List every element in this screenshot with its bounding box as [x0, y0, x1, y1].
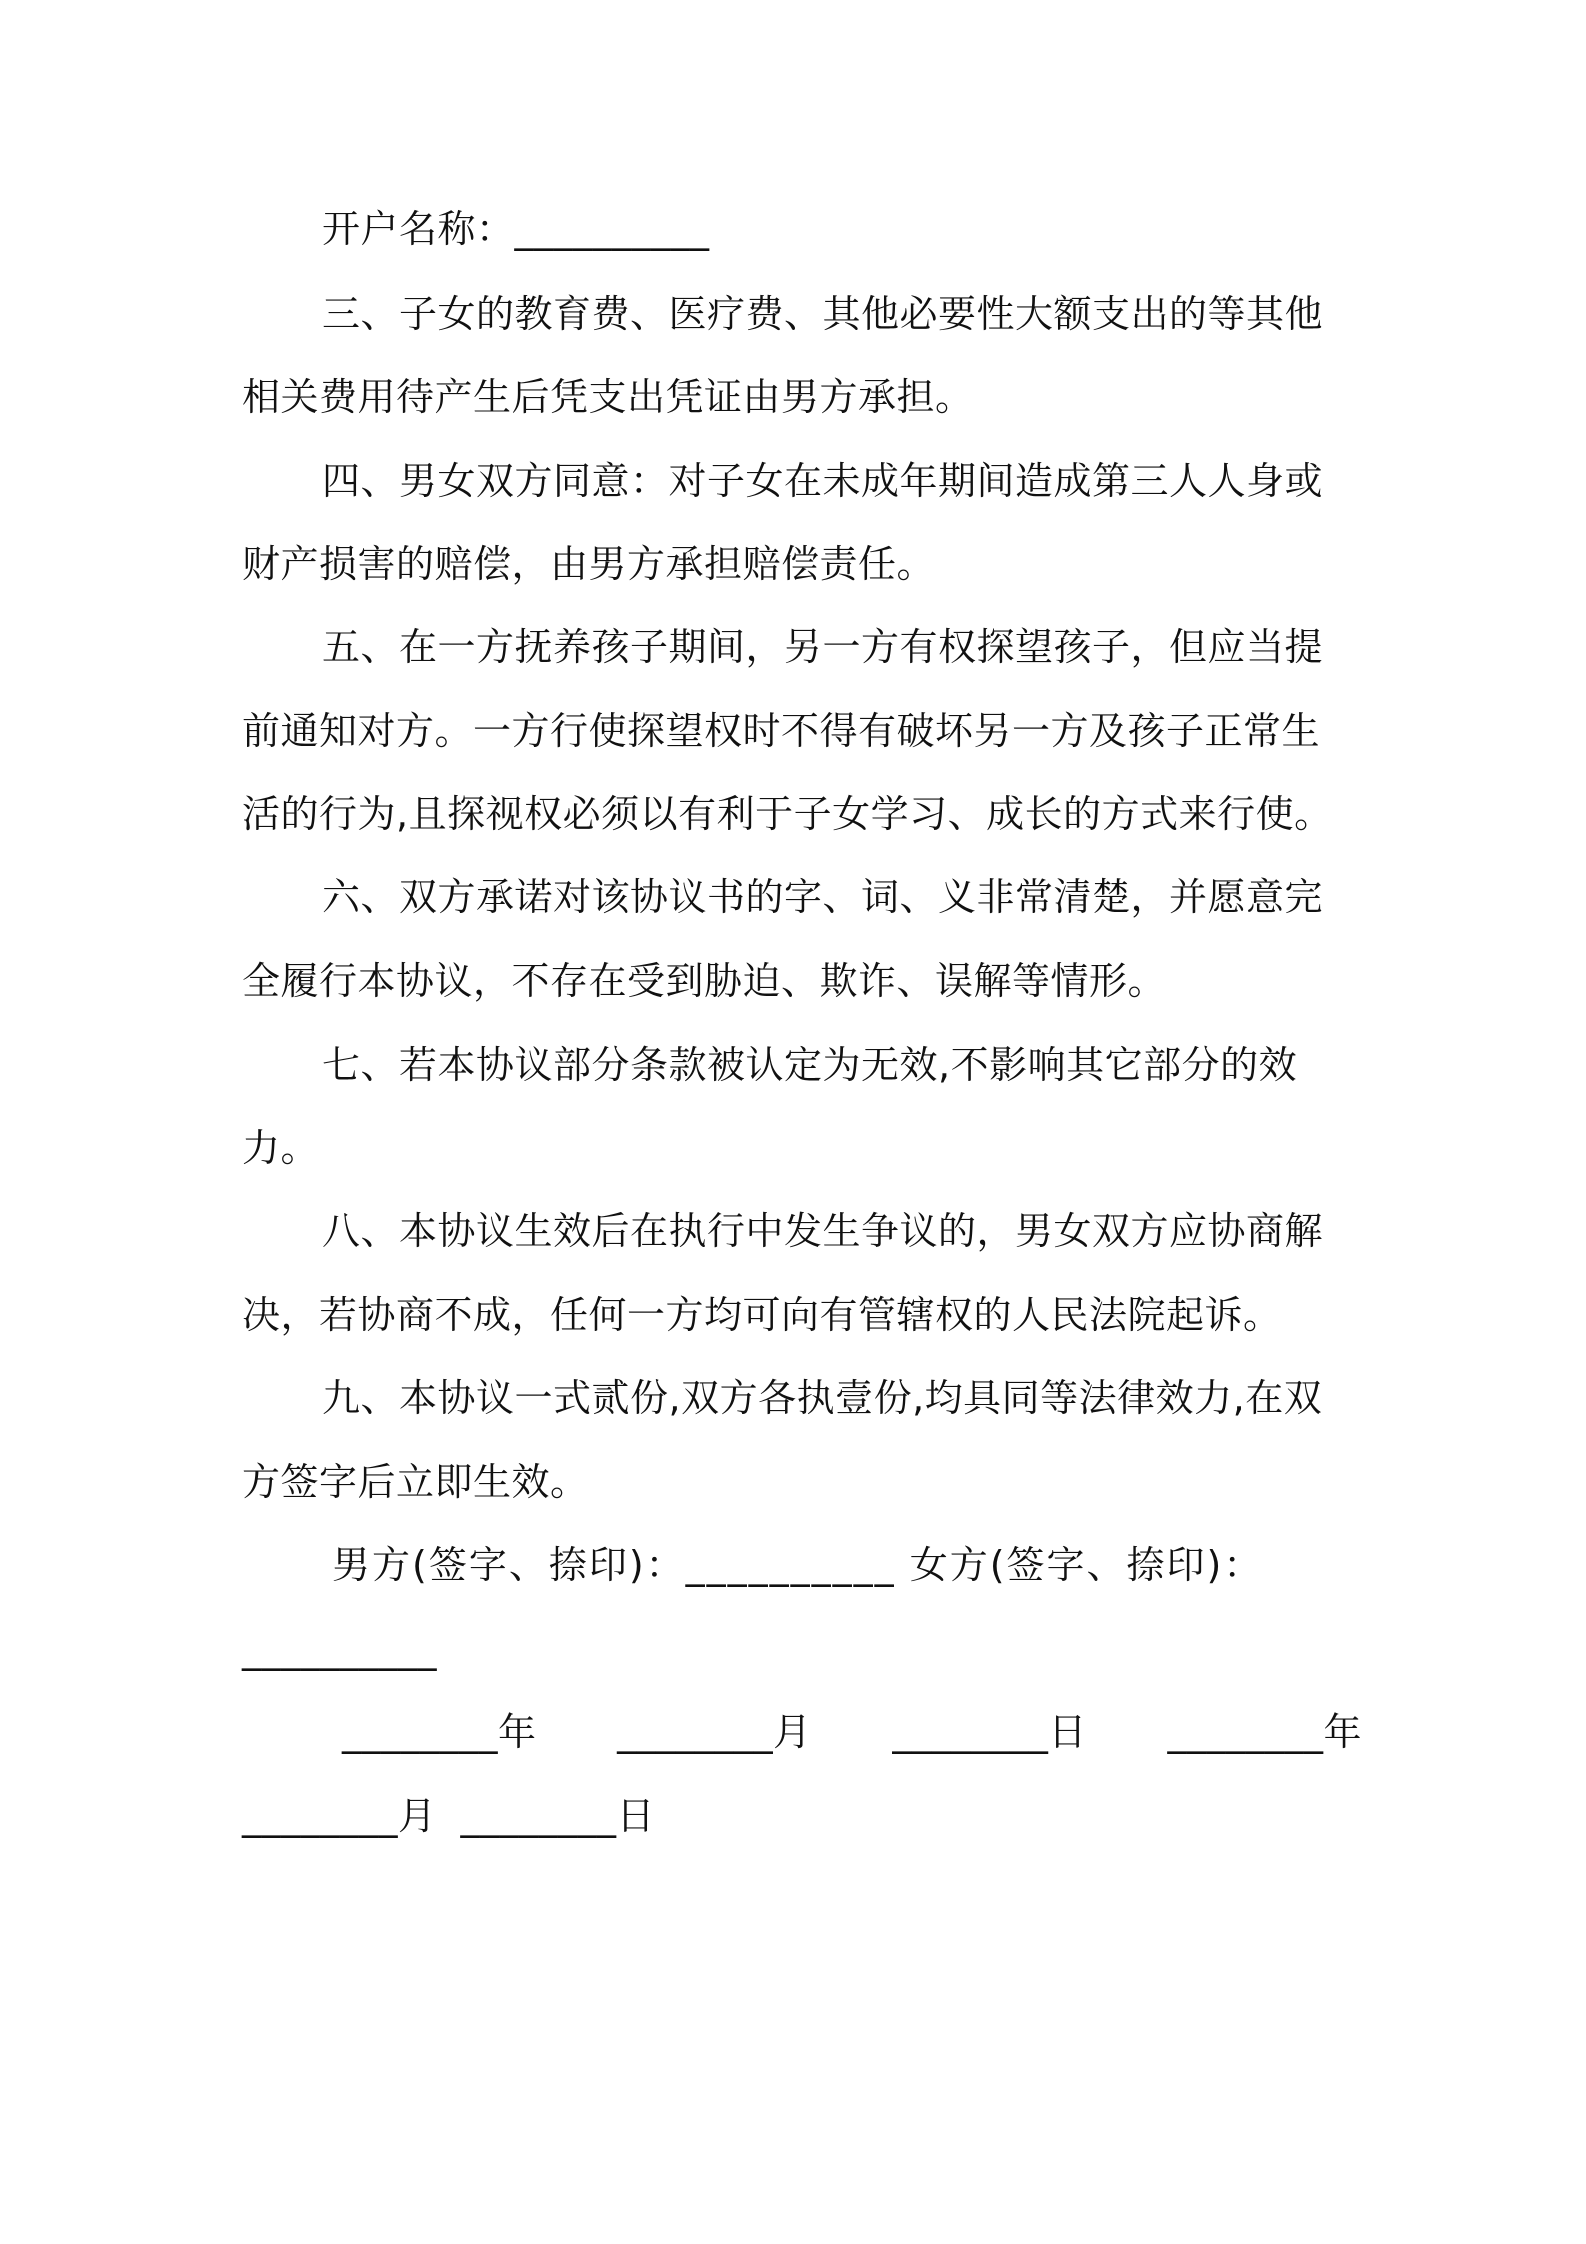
date-row-2 — [242, 1794, 1362, 1838]
account-name-line: 开户名称：__________ — [322, 207, 710, 251]
clause-8-line-2: 决，若协商不成，任何一方均可向有管辖权的人民法院起诉。 — [242, 1293, 1282, 1337]
clause-3-line-1: 三、子女的教育费、医疗费、其他必要性大额支出的等其他 — [322, 292, 1324, 336]
date-blank-month-1: ________月 — [617, 1710, 812, 1754]
date-blank-year-2: ________年 — [1167, 1710, 1362, 1754]
clause-6-line-1: 六、双方承诺对该协议书的字、词、义非常清楚，并愿意完 — [322, 875, 1324, 919]
clause-4-line-2: 财产损害的赔偿，由男方承担赔偿责任。 — [242, 542, 936, 586]
clause-4-line-1: 四、男女双方同意：对子女在未成年期间造成第三人人身或 — [322, 459, 1324, 503]
clause-9-line-1: 九、本协议一式贰份,双方各执壹份,均具同等法律效力,在双 — [322, 1376, 1323, 1420]
date-blank-month-2: ________月 — [242, 1794, 437, 1838]
clause-7-line-2: 力。 — [242, 1126, 320, 1170]
clause-5-line-3: 活的行为,且探视权必须以有利于子女学习、成长的方式来行使。 — [242, 792, 1333, 836]
signature-line-2: __________ — [242, 1627, 437, 1671]
date-blank-year-1: ________年 — [342, 1710, 537, 1754]
clause-5-line-1: 五、在一方抚养孩子期间，另一方有权探望孩子，但应当提 — [322, 625, 1324, 669]
clause-6-line-2: 全履行本协议，不存在受到胁迫、欺诈、误解等情形。 — [242, 959, 1167, 1003]
clause-8-line-1: 八、本协议生效后在执行中发生争议的，男女双方应协商解 — [322, 1209, 1324, 1253]
date-blank-day-1: ________日 — [892, 1710, 1087, 1754]
signature-line-1: 男方(签字、捺印)：__________ 女方(签字、捺印)： — [332, 1543, 1264, 1587]
date-row-1 — [342, 1710, 1362, 1754]
clause-7-line-1: 七、若本协议部分条款被认定为无效,不影响其它部分的效 — [322, 1043, 1298, 1087]
clause-3-line-2: 相关费用待产生后凭支出凭证由男方承担。 — [242, 375, 974, 419]
clause-9-line-2: 方签字后立即生效。 — [242, 1460, 589, 1504]
date-blank-day-2: ________日 — [460, 1794, 656, 1838]
clause-5-line-2: 前通知对方。一方行使探望权时不得有破坏另一方及孩子正常生 — [242, 709, 1321, 753]
